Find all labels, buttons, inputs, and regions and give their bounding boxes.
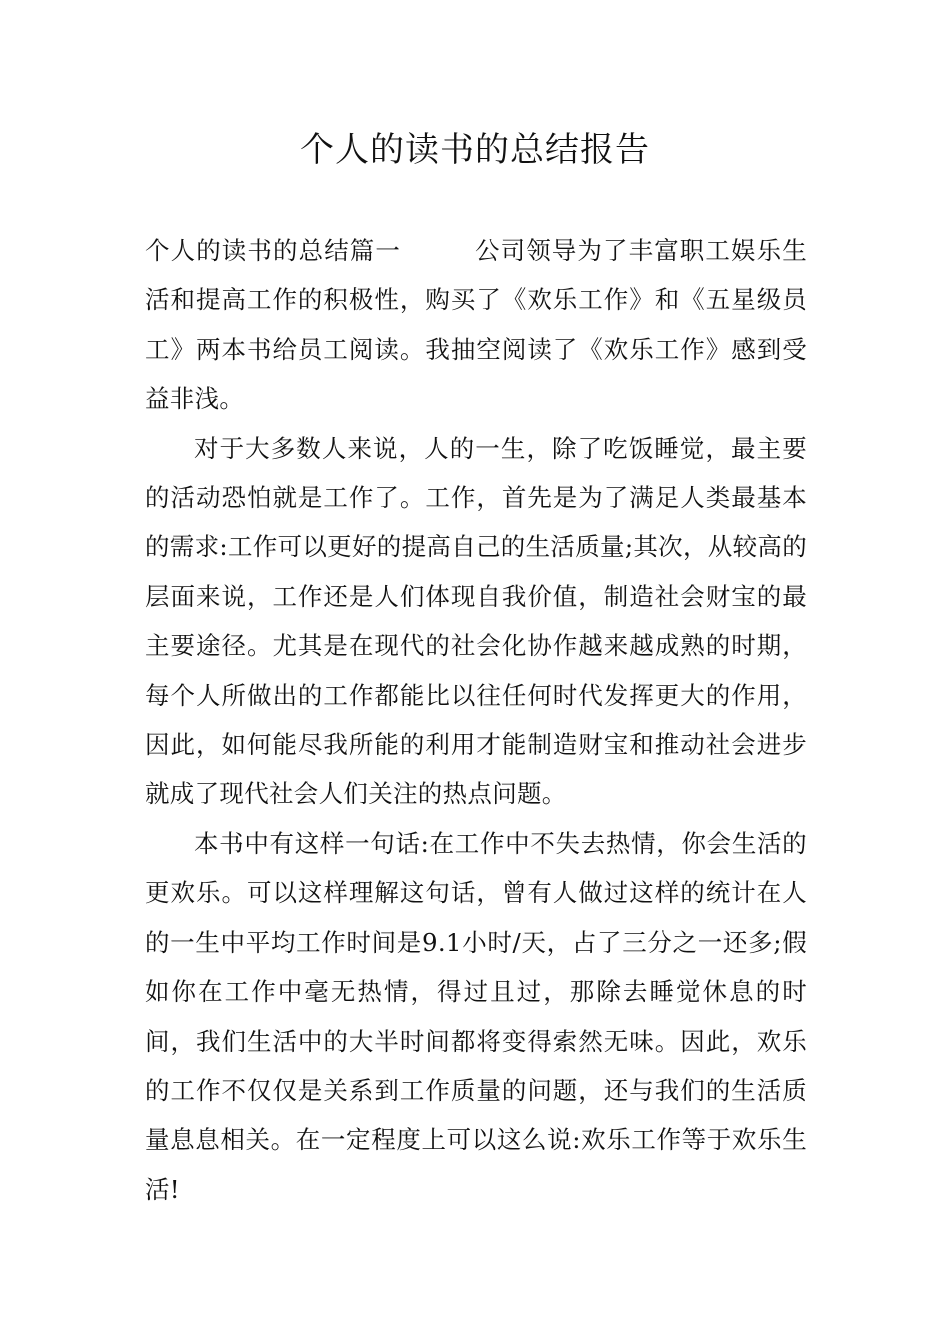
document-title: 个人的读书的总结报告 [300, 130, 650, 170]
section-label: 个人的读书的总结篇一 [145, 236, 401, 265]
document-body [145, 226, 807, 1214]
paragraph-1 [145, 226, 807, 424]
paragraph-3: 本书中有这样一句话:在工作中不失去热情，你会生活的更欢乐。可以这样理解这句话，曾有人做过这样的统计在人的一生中平均工作时间是9.1小时/天，占了三分之一还多;假如你在工作中毫无热情，得过且过，那除去睡觉休息的时间，我们生活中的大半时间都将变得索然无味。因此，欢乐的工作不仅仅是关系到工作质量的问题，还与我们的生活质量息息相关。在一定程度上可以这么说:欢乐工作等于欢乐生活! [145, 828, 807, 1204]
paragraph-1-text: 公司领导为了丰富职工娱乐生活和提高工作的积极性，购买了《欢乐工作》和《五星级员工》两本书给员工阅读。我抽空阅读了《欢乐工作》感到受益非浅。 [145, 236, 807, 414]
paragraph-2: 对于大多数人来说，人的一生，除了吃饭睡觉，最主要的活动恐怕就是工作了。工作，首先是为了满足人类最基本的需求:工作可以更好的提高自己的生活质量;其次，从较高的层面来说，工作还是人们体现自我价值，制造社会财宝的最主要途径。尤其是在现代的社会化协作越来越成熟的时期，每个人所做出的工作都能比以往任何时代发挥更大的作用，因此，如何能尽我所能的利用才能制造财宝和推动社会进步就成了现代社会人们关注的热点问题。 [145, 433, 807, 809]
